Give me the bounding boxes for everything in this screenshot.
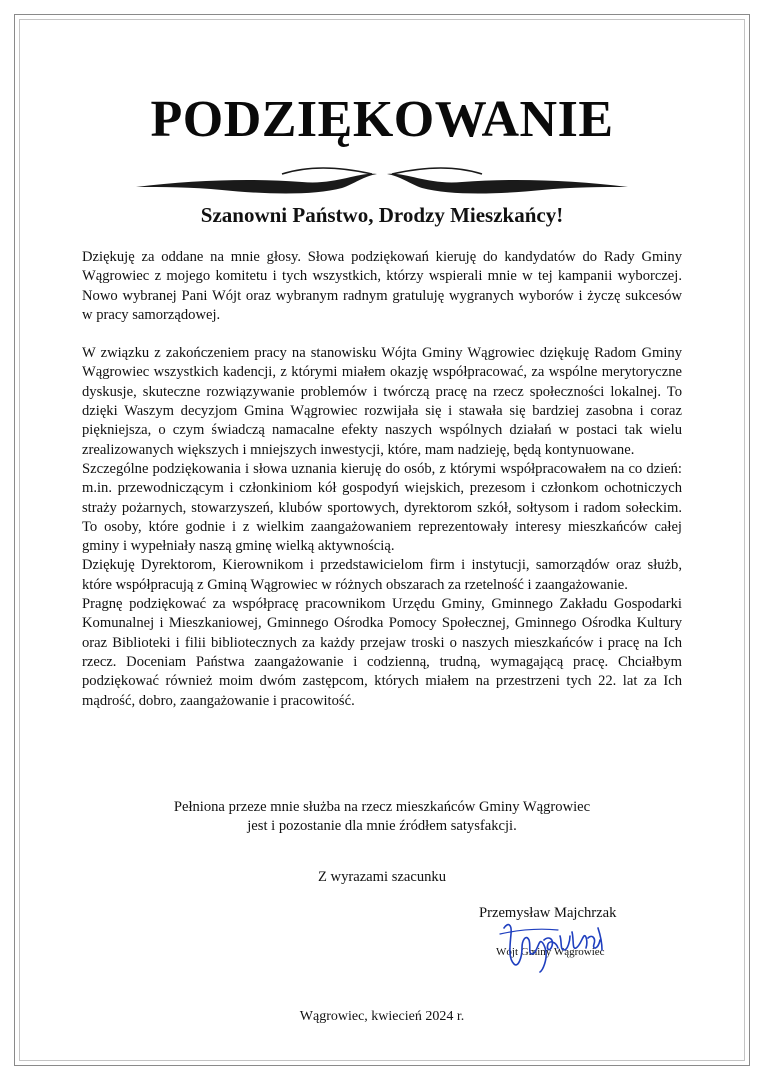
letter-body <box>82 248 682 711</box>
closing-line-2: jest i pozostanie dla mnie źródłem satysfakcji. <box>247 818 517 835</box>
signer-name: Przemysław Majchrzak <box>479 905 617 921</box>
paragraph-council-thanks: W związku z zakończeniem pracy na stanowisku Wójta Gminy Wągrowiec dziękuję Radom Gminy Wągrowiec wszystkich kadencji, z którymi miałem okazję współpracować, za wspólne merytoryczne dyskusje, skuteczne rozwiązywanie problemów i twórczą pracę na rzecz społeczności lokalnej. To dzięki Waszym decyzjom Gmina Wągrowiec rozwijała się i stawała się bardziej zasobna i coraz piękniejsza, o czym świadczą namacalne efekty naszych wspólnych działań w postaci tak wielu zrealizowanych większych i mniejszych inwestycji, które, mam nadzieję, będą kontynuowane. <box>82 345 682 458</box>
greeting-heading: Szanowni Państwo, Drodzy Mieszkańcy! <box>200 203 564 227</box>
regards-line: Z wyrazami szacunku <box>317 869 447 885</box>
document-title: PODZIĘKOWANIE <box>150 91 614 148</box>
closing-statement <box>82 798 682 837</box>
closing-line-1: Pełniona przeze mnie służba na rzecz mieszkańców Gminy Wągrowiec <box>173 799 591 815</box>
paragraph-institutions-thanks: Dziękuję Dyrektorom, Kierownikom i przedstawicielom firm i instytucji, samorządów oraz służb, które współpracują z Gminą Wągrowiec w różnych obszarach za rzetelność i zaangażowanie. <box>82 557 682 593</box>
signer-role: Wójt Gminy Wągrowiec <box>496 946 605 958</box>
paragraph-special-thanks: Szczególne podziękowania i słowa uznania kieruję do osób, z którymi współpracowałem na co dzień: m.in. przewodniczącym i członkiniom kół gospodyń wiejskich, prezesom i członkom ochotniczych straży pożarnych, stowarzyszeń, klubów sportowych, dyrektorom szkół, sołtysom i radom sołeckim. To osoby, które godnie i z wielkim zaangażowaniem reprezentowały interesy mieszkańców całej gminy i wypełniały naszą gminę wielką aktywnością. <box>82 460 682 555</box>
decorative-flourish <box>132 160 632 200</box>
place-and-date: Wągrowiec, kwiecień 2024 r. <box>299 1009 465 1024</box>
paragraph-thanks-votes: Dziękuję za oddane na mnie głosy. Słowa podziękowań kieruję do kandydatów do Rady Gminy Wągrowiec z mojego komitetu i tych wszystkich, którzy wspierali mnie w tej kampanii wyborczej. Nowo wybranej Pani Wójt oraz wybranym radnym gratuluję wygranych wyborów i życzę sukcesów w pracy samorządowej. <box>82 249 682 323</box>
handwritten-signature <box>498 914 608 976</box>
paragraph-staff-thanks: Pragnę podziękować za współpracę pracownikom Urzędu Gminy, Gminnego Zakładu Gospodarki Komunalnej i Mieszkaniowej, Gminnego Ośrodka Pomocy Społecznej, Gminnego Ośrodka Kultury oraz Biblioteki i filii bibliotecznych za każdy przejaw troski o naszych mieszkańców i pracę na Ich rzecz. Doceniam Państwa zaangażowanie i codzienną, trudną, wymagającą pracę. Chciałbym podziękować również moim dwóm zastępcom, których miałem na przestrzeni tych 22. lat za Ich mądrość, dobro, zaangażowanie i pracowitość. <box>82 596 682 709</box>
